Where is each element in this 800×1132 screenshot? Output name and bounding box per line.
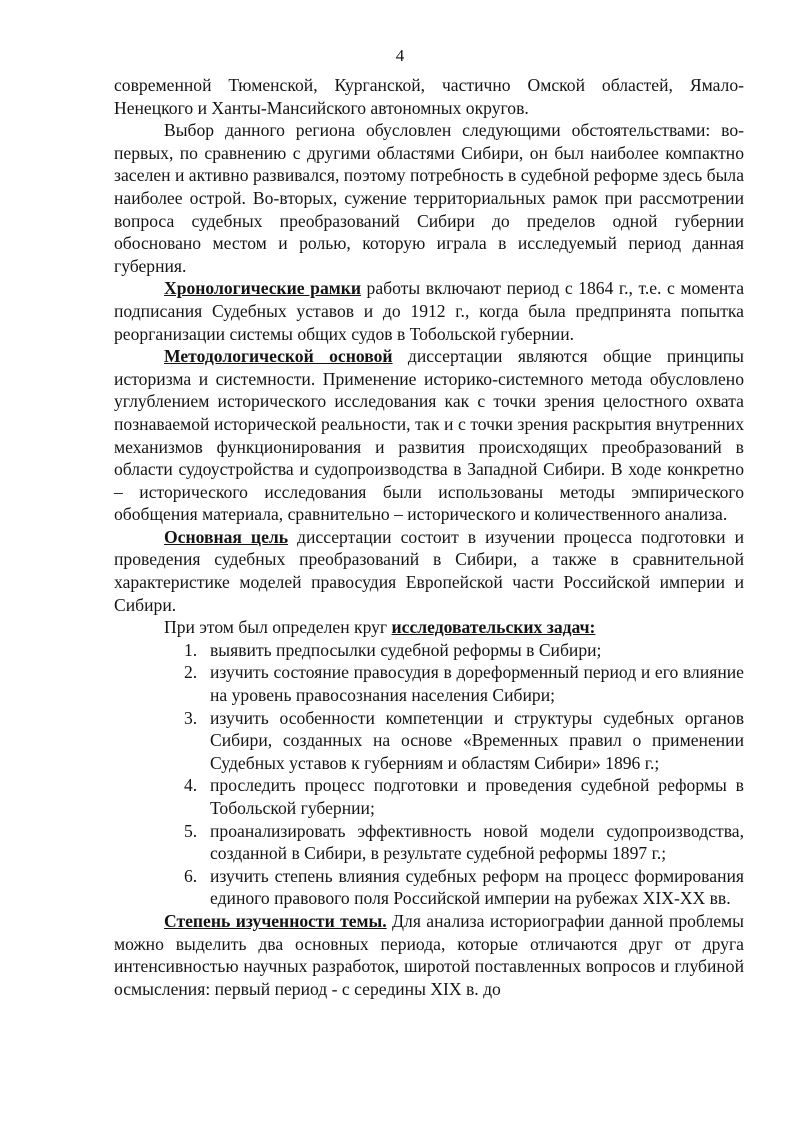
keyword-tasks: исследовательских задач: xyxy=(391,617,596,638)
list-item-number: 5. xyxy=(184,820,198,841)
paragraph-region-continuation: современной Тюменской, Курганской, частично Омской областей, Ямало-Ненецкого и Ханты-Мансийского автономных округов. xyxy=(114,75,744,118)
paragraph-methodology-text: диссертации являются общие принципы историзма и системности. Применение историко-системного метода обусловлено углублением исторического исследования как с точки зрения целостного охвата познаваемой исторической реальности, так и с точки зрения раскрытия внутренних механизмов функционирования и развития происходящих преобразований в области судоустройства и судопроизводства в Западной Сибири. В ходе конкретно – исторического исследования были использованы методы эмпирического обобщения материала, сравнительно – исторического и количественного анализа. xyxy=(114,346,744,525)
list-item-text: проанализировать эффективность новой модели судопроизводства, созданной в Сибири, в результате судебной реформы 1897 г.; xyxy=(210,820,744,864)
list-item-text: выявить предпосылки судебной реформы в Сибири; xyxy=(210,639,602,660)
list-item xyxy=(184,865,744,910)
paragraph-chronology xyxy=(114,277,744,345)
paragraph-main-goal xyxy=(114,526,744,616)
paragraph-historiography-text: Для анализа историографии данной проблемы можно выделить два основных периода, которые отличаются друг от друга интенсивностью научных разработок, широтой поставленных вопросов и глубиной осмысления: первый период - с середины XIX в. до xyxy=(114,910,744,999)
paragraph-tasks-intro xyxy=(114,616,744,639)
keyword-chronology: Хронологические рамки xyxy=(164,278,361,299)
page-number: 4 xyxy=(395,46,405,65)
paragraph-historiography xyxy=(114,910,744,1000)
paragraph-methodology xyxy=(114,345,744,526)
list-item xyxy=(184,661,744,706)
list-item xyxy=(184,774,744,819)
list-item xyxy=(184,820,744,865)
list-item-text: изучить состояние правосудия в дореформенный период и его влияние на уровень правосознания населения Сибири; xyxy=(210,662,744,706)
keyword-methodology: Методологической основой xyxy=(164,346,393,367)
list-item-number: 2. xyxy=(184,662,198,683)
list-item-number: 3. xyxy=(184,707,198,728)
list-item-text: изучить особенности компетенции и структуры судебных органов Сибири, созданных на основе «Временных правил о применении Судебных уставов к губерниям и областям Сибири» 1896 г.; xyxy=(210,707,744,773)
tasks-list xyxy=(184,639,744,910)
paragraph-tasks-intro-text: При этом был определен круг xyxy=(164,617,392,638)
list-item xyxy=(184,707,744,775)
paragraph-chronology-text: работы включают период с 1864 г., т.е. с момента подписания Судебных уставов и до 1912 г., когда была предпринята попытка реорганизации системы общих судов в Тобольской губернии. xyxy=(114,278,744,344)
list-item xyxy=(184,639,744,662)
list-item-number: 6. xyxy=(184,865,198,886)
keyword-main-goal: Основная цель xyxy=(164,526,289,547)
keyword-historiography: Степень изученности темы. xyxy=(164,910,387,931)
list-item-number: 1. xyxy=(184,639,198,660)
list-item-text: проследить процесс подготовки и проведения судебной реформы в Тобольской губернии; xyxy=(210,775,744,818)
paragraph-main-goal-text: диссертации состоит в изучении процесса подготовки и проведения судебных преобразований в Сибири, а также в сравнительной характеристике моделей правосудия Европейской части Российской империи и Сибири. xyxy=(114,526,744,615)
list-item-number: 4. xyxy=(184,775,198,796)
body-text xyxy=(114,74,744,1000)
paragraph-region-choice: Выбор данного региона обусловлен следующими обстоятельствами: во-первых, по сравнению с другими областями Сибири, он был наиболее компактно заселен и активно развивался, поэтому потребность в судебной реформе здесь была наиболее острой. Во-вторых, сужение территориальных рамок при рассмотрении вопроса судебных преобразований Сибири до пределов одной губернии обосновано местом и ролью, которую играла в исследуемый период данная губерния. xyxy=(114,120,745,276)
list-item-text: изучить степень влияния судебных реформ на процесс формирования единого правового поля Российской империи на рубежах XIX-XX вв. xyxy=(210,865,744,909)
